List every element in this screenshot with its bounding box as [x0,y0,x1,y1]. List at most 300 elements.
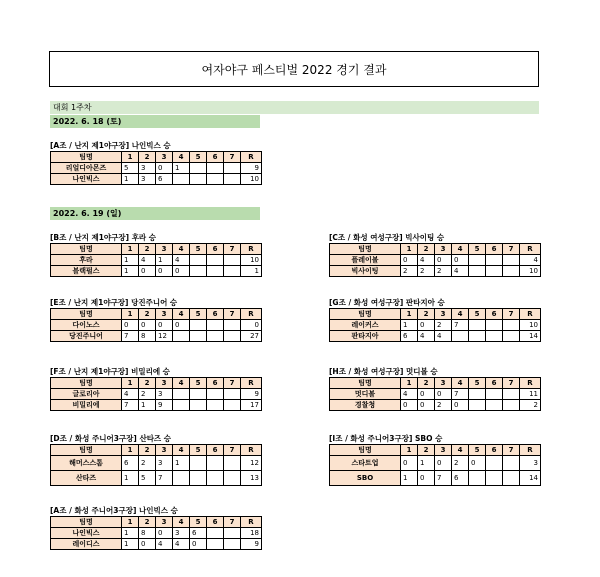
header-team: 팀명 [330,378,401,389]
team-name: 해머스스톰 [51,456,122,471]
inning-score [224,471,241,486]
inning-score: 5 [139,471,156,486]
inning-score [173,389,190,400]
total-runs: 1 [241,266,262,277]
team-name: 다이노스 [51,320,122,331]
team-name: 빅사이팅 [330,266,401,277]
table-row [330,320,541,331]
inning-score [224,320,241,331]
document-title: 여자야구 페스티벌 2022 경기 결과 [49,51,539,87]
table-row [51,471,262,486]
header-inning: 6 [207,152,224,163]
header-inning: 1 [122,517,139,528]
inning-score [469,255,486,266]
inning-score: 1 [401,320,418,331]
date-band-2 [50,207,260,220]
header-inning: 5 [190,517,207,528]
inning-score [486,389,503,400]
inning-score: 7 [122,400,139,411]
team-name: 리얼디아몬즈 [51,163,122,174]
inning-score: 0 [435,255,452,266]
header-inning: 6 [207,309,224,320]
inning-score: 4 [418,331,435,342]
header-inning: 2 [418,309,435,320]
inning-score [486,331,503,342]
inning-score: 3 [139,163,156,174]
game-title: [F조 / 난지 제1야구장] 비밀리에 승 [50,367,170,376]
table-row [51,174,262,185]
header-runs: R [241,152,262,163]
team-name: 나인빅스 [51,174,122,185]
inning-score [224,174,241,185]
table-row [330,255,541,266]
table-row [51,266,262,277]
header-inning: 7 [224,378,241,389]
inning-score: 4 [122,389,139,400]
inning-score [207,255,224,266]
score-table [50,516,262,550]
inning-score: 1 [122,174,139,185]
inning-score [173,471,190,486]
inning-score: 2 [139,389,156,400]
inning-score [469,320,486,331]
header-inning: 3 [156,152,173,163]
header-inning: 7 [224,309,241,320]
inning-score [503,320,520,331]
header-inning: 5 [190,152,207,163]
header-runs: R [241,378,262,389]
total-runs: 18 [241,528,262,539]
inning-score: 4 [173,539,190,550]
header-inning: 6 [207,378,224,389]
total-runs: 9 [241,539,262,550]
inning-score: 1 [156,255,173,266]
score-table [50,444,262,486]
inning-score [503,331,520,342]
game-block [50,505,261,550]
header-inning: 3 [156,517,173,528]
game-block [329,297,540,342]
inning-score: 1 [401,471,418,486]
total-runs: 17 [241,400,262,411]
header-inning: 3 [156,309,173,320]
inning-score [207,163,224,174]
inning-score [207,471,224,486]
team-name: 글로리아 [51,389,122,400]
inning-score: 1 [122,255,139,266]
inning-score: 2 [418,266,435,277]
game-title: [A조 / 화성 주니어3구장] 나인빅스 승 [50,506,178,515]
game-title: [E조 / 난지 제1야구장] 당진주니어 승 [50,298,178,307]
inning-score: 7 [452,320,469,331]
header-runs: R [520,244,541,255]
inning-score [190,163,207,174]
week-label: 대회 1주차 [53,103,92,112]
header-inning: 2 [418,244,435,255]
header-inning: 5 [469,244,486,255]
header-team: 팀명 [330,309,401,320]
score-table [50,377,262,411]
header-row [51,517,262,528]
total-runs: 9 [241,163,262,174]
header-inning: 4 [173,309,190,320]
inning-score: 1 [122,471,139,486]
inning-score: 4 [173,255,190,266]
inning-score [173,174,190,185]
inning-score: 0 [190,539,207,550]
header-inning: 4 [173,244,190,255]
table-row [51,528,262,539]
inning-score [469,400,486,411]
total-runs: 2 [520,400,541,411]
game-block [329,433,540,486]
header-inning: 1 [401,309,418,320]
inning-score [469,389,486,400]
inning-score [224,266,241,277]
inning-score: 1 [122,266,139,277]
game-title: [A조 / 난지 제1야구장] 나인빅스 승 [50,141,171,150]
team-name: 판타지아 [330,331,401,342]
game-title: [I조 / 화성 주니어3구장] SBO 승 [329,434,443,443]
total-runs: 10 [520,266,541,277]
header-inning: 6 [486,309,503,320]
team-name: 블랙펄스 [51,266,122,277]
team-name: 플레이볼 [330,255,401,266]
header-inning: 2 [139,378,156,389]
inning-score: 2 [401,266,418,277]
inning-score: 5 [122,163,139,174]
header-inning: 6 [486,378,503,389]
inning-score [486,266,503,277]
table-row [330,389,541,400]
inning-score [207,528,224,539]
team-name: 경찰청 [330,400,401,411]
table-row [51,331,262,342]
inning-score [503,471,520,486]
inning-score [207,331,224,342]
inning-score: 0 [156,266,173,277]
inning-score: 1 [122,528,139,539]
team-name: 멋디볼 [330,389,401,400]
game-title: [C조 / 화성 여성구장] 빅사이팅 승 [329,233,445,242]
header-inning: 4 [173,445,190,456]
table-row [330,266,541,277]
table-row [330,400,541,411]
score-table [50,308,262,342]
total-runs: 14 [520,331,541,342]
header-runs: R [241,445,262,456]
table-row [51,389,262,400]
score-table [50,243,262,277]
header-row [51,309,262,320]
header-inning: 1 [122,378,139,389]
inning-score: 0 [173,320,190,331]
inning-score: 4 [418,255,435,266]
inning-score: 6 [401,331,418,342]
header-inning: 3 [435,309,452,320]
inning-score [469,266,486,277]
inning-score: 6 [156,174,173,185]
total-runs: 27 [241,331,262,342]
header-runs: R [520,309,541,320]
header-team: 팀명 [51,378,122,389]
team-name: 스타트업 [330,456,401,471]
inning-score [207,266,224,277]
header-inning: 5 [469,445,486,456]
inning-score: 7 [435,471,452,486]
inning-score: 0 [418,471,435,486]
header-inning: 7 [224,517,241,528]
inning-score: 1 [173,456,190,471]
header-inning: 2 [418,378,435,389]
inning-score: 0 [139,539,156,550]
team-name: 레이디스 [51,539,122,550]
inning-score [503,255,520,266]
game-block [329,366,540,411]
inning-score [190,400,207,411]
total-runs: 11 [520,389,541,400]
header-inning: 3 [435,445,452,456]
total-runs: 12 [241,456,262,471]
header-row [330,309,541,320]
header-row [51,244,262,255]
header-row [51,378,262,389]
game-block [50,297,261,342]
inning-score: 0 [418,389,435,400]
inning-score [224,389,241,400]
header-inning: 6 [486,445,503,456]
header-team: 팀명 [330,445,401,456]
team-name: 당진주니어 [51,331,122,342]
header-inning: 2 [418,445,435,456]
total-runs: 4 [520,255,541,266]
inning-score: 0 [418,320,435,331]
header-inning: 3 [156,378,173,389]
inning-score [224,539,241,550]
game-block [329,232,540,277]
game-title: [H조 / 화성 여성구장] 멋디볼 승 [329,367,438,376]
header-inning: 5 [190,445,207,456]
inning-score [190,255,207,266]
inning-score [224,163,241,174]
total-runs: 10 [241,255,262,266]
total-runs: 14 [520,471,541,486]
inning-score [486,400,503,411]
header-row [330,244,541,255]
inning-score: 1 [418,456,435,471]
total-runs: 0 [241,320,262,331]
header-team: 팀명 [330,244,401,255]
header-inning: 1 [401,378,418,389]
header-inning: 2 [139,445,156,456]
header-inning: 2 [139,517,156,528]
inning-score: 0 [139,266,156,277]
header-runs: R [520,445,541,456]
table-row [330,331,541,342]
inning-score: 0 [139,320,156,331]
inning-score: 0 [401,456,418,471]
header-inning: 2 [139,152,156,163]
inning-score [503,456,520,471]
inning-score: 1 [173,163,190,174]
header-row [51,152,262,163]
inning-score [207,389,224,400]
table-row [330,456,541,471]
header-inning: 4 [452,445,469,456]
inning-score [486,456,503,471]
inning-score [207,320,224,331]
inning-score: 0 [452,400,469,411]
date-band-1 [50,115,260,128]
inning-score: 0 [156,528,173,539]
header-inning: 4 [173,517,190,528]
inning-score [190,320,207,331]
header-row [330,378,541,389]
inning-score: 6 [190,528,207,539]
team-name: 비밀리에 [51,400,122,411]
header-inning: 1 [401,445,418,456]
inning-score [190,331,207,342]
inning-score: 3 [156,456,173,471]
game-title: [D조 / 화성 주니어3구장] 산타즈 승 [50,434,172,443]
game-block [50,232,261,277]
inning-score: 9 [156,400,173,411]
inning-score [224,528,241,539]
score-table [329,308,541,342]
total-runs: 10 [520,320,541,331]
inning-score: 0 [401,400,418,411]
inning-score: 0 [156,320,173,331]
inning-score [190,389,207,400]
inning-score [224,331,241,342]
inning-score [173,400,190,411]
team-name: 레이커스 [330,320,401,331]
inning-score [190,471,207,486]
header-inning: 6 [207,517,224,528]
header-row [51,445,262,456]
inning-score: 0 [452,255,469,266]
header-inning: 2 [139,244,156,255]
header-inning: 4 [452,309,469,320]
inning-score: 8 [139,331,156,342]
header-runs: R [241,309,262,320]
team-name: 후라 [51,255,122,266]
inning-score: 4 [435,331,452,342]
inning-score [224,400,241,411]
header-inning: 1 [122,445,139,456]
inning-score [452,331,469,342]
header-inning: 2 [139,309,156,320]
header-runs: R [520,378,541,389]
inning-score: 7 [156,471,173,486]
header-inning: 3 [435,378,452,389]
inning-score [190,456,207,471]
inning-score: 3 [173,528,190,539]
inning-score: 2 [452,456,469,471]
date-label-2: 2022. 6. 19 (일) [53,209,122,218]
header-team: 팀명 [51,445,122,456]
inning-score [207,400,224,411]
inning-score: 2 [435,400,452,411]
inning-score [173,331,190,342]
header-team: 팀명 [51,152,122,163]
score-table [329,377,541,411]
game-title: [B조 / 난지 제1야구장] 후라 승 [50,233,157,242]
inning-score [486,255,503,266]
inning-score [469,331,486,342]
game-block [50,433,261,486]
header-inning: 5 [469,309,486,320]
inning-score: 0 [401,255,418,266]
header-inning: 6 [486,244,503,255]
inning-score [224,456,241,471]
total-runs: 3 [520,456,541,471]
inning-score [224,255,241,266]
inning-score: 0 [156,163,173,174]
header-runs: R [241,517,262,528]
inning-score: 3 [139,174,156,185]
game-title: [G조 / 화성 여성구장] 판타지아 승 [329,298,445,307]
inning-score: 6 [452,471,469,486]
inning-score: 7 [452,389,469,400]
header-inning: 1 [401,244,418,255]
inning-score: 12 [156,331,173,342]
inning-score: 1 [139,400,156,411]
inning-score [486,471,503,486]
header-inning: 7 [503,445,520,456]
inning-score [503,389,520,400]
header-inning: 1 [122,309,139,320]
header-inning: 7 [503,378,520,389]
inning-score: 4 [452,266,469,277]
inning-score [469,471,486,486]
header-inning: 4 [173,378,190,389]
header-inning: 5 [190,244,207,255]
total-runs: 10 [241,174,262,185]
header-inning: 4 [452,244,469,255]
inning-score: 0 [469,456,486,471]
inning-score: 0 [122,320,139,331]
header-inning: 5 [190,309,207,320]
header-inning: 4 [173,152,190,163]
inning-score: 0 [418,400,435,411]
inning-score: 2 [139,456,156,471]
header-inning: 1 [122,152,139,163]
table-row [51,539,262,550]
header-team: 팀명 [51,244,122,255]
team-name: 산타즈 [51,471,122,486]
inning-score [207,539,224,550]
inning-score: 2 [435,320,452,331]
table-row [330,471,541,486]
inning-score: 4 [156,539,173,550]
header-inning: 7 [503,244,520,255]
inning-score: 0 [435,456,452,471]
score-table [329,444,541,486]
inning-score: 1 [122,539,139,550]
header-team: 팀명 [51,517,122,528]
header-inning: 3 [156,445,173,456]
header-inning: 7 [224,244,241,255]
score-table [50,151,262,185]
header-team: 팀명 [51,309,122,320]
header-inning: 3 [156,244,173,255]
header-inning: 7 [224,152,241,163]
inning-score: 4 [139,255,156,266]
header-inning: 3 [435,244,452,255]
inning-score [190,174,207,185]
inning-score [486,320,503,331]
